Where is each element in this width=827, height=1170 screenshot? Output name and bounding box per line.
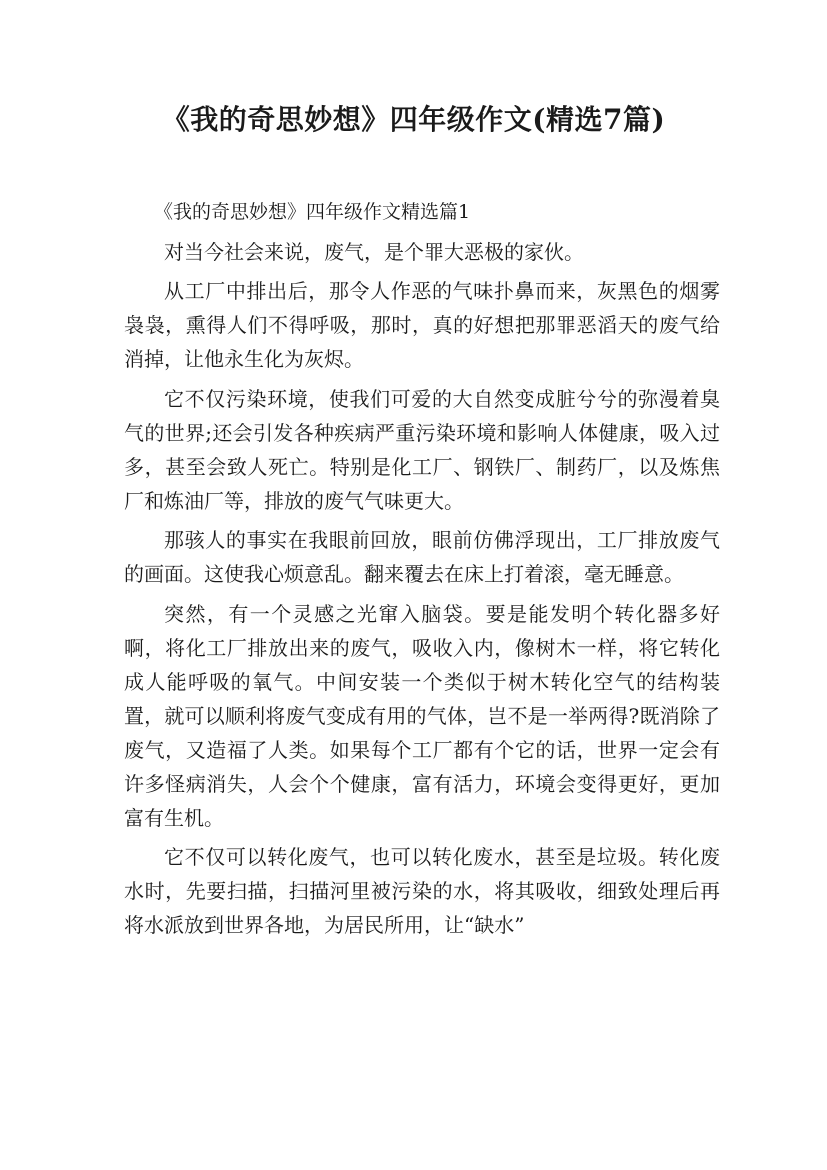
- paragraph: 它不仅污染环境，使我们可爱的大自然变成脏兮兮的弥漫着臭气的世界;还会引发各种疾病严重污染环境和影响人体健康，吸入过多，甚至会致人死亡。特别是化工厂、钢铁厂、制药厂，以及炼焦厂和炼油厂等，排放的废气气味更大。: [124, 386, 720, 513]
- document-title: 《我的奇思妙想》四年级作文(精选7篇): [161, 103, 666, 136]
- paragraph: 对当今社会来说，废气，是个罪大恶极的家伙。: [164, 239, 584, 264]
- paragraph: 它不仅可以转化废气，也可以转化废水，甚至是垃圾。转化废水时，先要扫描，扫描河里被污染的水，将其吸收，细致处理后再将水派放到世界各地，为居民所用，让“缺水”: [124, 845, 720, 937]
- paragraph: 那骇人的事实在我眼前回放，眼前仿佛浮现出，工厂排放废气的画面。这使我心烦意乱。翻来覆去在床上打着滚，毫无睡意。: [124, 528, 720, 586]
- paragraph: 突然，有一个灵感之光窜入脑袋。要是能发明个转化器多好啊，将化工厂排放出来的废气，吸收入内，像树木一样，将它转化成人能呼吸的氧气。中间安装一个类似于树木转化空气的结构装置，就可以顺利将废气变成有用的气体，岂不是一举两得?既消除了废气，又造福了人类。如果每个工厂都有个它的话，世界一定会有许多怪病消失，人会个个健康，富有活力，环境会变得更好，更加富有生机。: [124, 601, 720, 830]
- section-heading: 《我的奇思妙想》四年级作文精选篇1: [154, 201, 471, 223]
- document-body: [124, 195, 720, 948]
- paragraph: 从工厂中排出后，那令人作恶的气味扑鼻而来，灰黑色的烟雾袅袅，熏得人们不得呼吸，那时，真的好想把那罪恶滔天的废气给消掉，让他永生化为灰烬。: [124, 279, 720, 371]
